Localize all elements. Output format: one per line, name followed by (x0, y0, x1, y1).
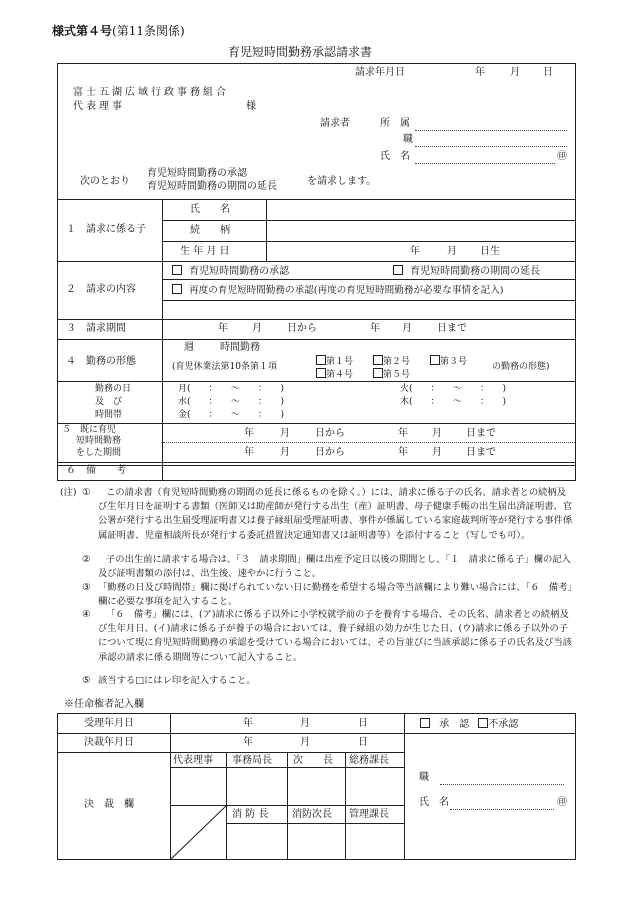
job-label: 職 (403, 134, 413, 145)
authority-name-field[interactable] (450, 809, 554, 810)
content-approval-checkbox[interactable] (172, 265, 182, 275)
seal-mark: ㊞ (557, 151, 567, 162)
child-birth-day: 日生 (480, 246, 500, 257)
authority-heading: ※任命権者記入欄 (64, 699, 144, 710)
decided-label: 決裁年月日 (84, 737, 134, 748)
intro-option-approval: 育児短時間勤務の承認 (147, 168, 247, 179)
role-general-affairs: 総務課長 (349, 755, 389, 766)
content-extension-label: 育児短時間勤務の期間の延長 (410, 266, 541, 277)
form-g1: 第１号 (326, 357, 354, 367)
authority-job-label: 職 (419, 772, 429, 783)
schedule-mon: 月( ： 〜 ： ) (178, 384, 285, 394)
form-number-article: (第11条関係) (112, 24, 185, 38)
section-content-label: ２ 請求の内容 (66, 284, 136, 295)
addressee-org: 富士五湖広域行政事務組合 (73, 87, 229, 98)
page-title: 育児短時間勤務承認請求書 (228, 45, 373, 59)
form-g1-checkbox[interactable] (316, 355, 326, 365)
schedule-label-days: 勤務の日 (95, 384, 132, 394)
prior2-to-month: 月 (432, 447, 442, 458)
form-g5-checkbox[interactable] (373, 368, 383, 378)
content-extension-checkbox[interactable] (393, 265, 403, 275)
child-birth-year: 年 (410, 246, 420, 257)
role-rep-director: 代表理事 (173, 755, 213, 766)
addressee-title: 代表理事 (73, 101, 125, 112)
form-suffix: の勤務の形態) (492, 362, 550, 372)
received-year: 年 (243, 718, 253, 729)
period-to-month: 月 (402, 323, 412, 334)
period-to: 日まで (437, 323, 467, 334)
job-field[interactable] (415, 146, 567, 147)
received-month: 月 (300, 718, 310, 729)
note-1-mark: ① (82, 487, 91, 498)
form-week: 週 (184, 342, 194, 353)
schedule-tue: 火( ： 〜 ： ) (400, 384, 507, 394)
child-birth-month: 月 (447, 246, 457, 257)
schedule-label-time: 時間帯 (95, 410, 123, 420)
prior1-from-month: 月 (280, 428, 290, 439)
prior2-from-month: 月 (280, 447, 290, 458)
section-prior-label-1: ５ 既に育児 (62, 425, 117, 435)
prior1-from-year: 年 (244, 428, 254, 439)
note-2-text: 子の出生前に請求する場合は、「３ 請求期間」欄は出産予定日以後の期間とし、「１ 請求に係る子」欄の記入及び証明書類の添付は、出生後、速やかに行うこと。 (98, 554, 571, 580)
form-g4: 第４号 (326, 370, 354, 380)
content-reapproval-checkbox[interactable] (172, 284, 182, 294)
note-5 (84, 674, 574, 688)
decided-month: 月 (300, 737, 310, 748)
addressee-sama: 様 (246, 101, 256, 112)
notes-prefix: (注) (60, 487, 77, 498)
role-admin-chief: 管理課長 (349, 809, 389, 820)
child-name-label: 氏 名 (190, 204, 230, 215)
section-child-label: １ 請求に係る子 (66, 224, 146, 235)
period-from-month: 月 (252, 323, 262, 334)
note-4 (84, 608, 574, 665)
prior1-from: 日から (315, 428, 345, 439)
approve-label: 承 認 (439, 719, 470, 730)
note-4-mark: ④ (82, 609, 91, 620)
section-prior-label-2: 短時間勤務 (76, 436, 122, 446)
form-g4-checkbox[interactable] (316, 368, 326, 378)
authority-seal: ㊞ (557, 797, 567, 808)
intro-option-extension: 育児短時間勤務の期間の延長 (147, 181, 277, 192)
note-3 (84, 581, 574, 609)
authority-job-field[interactable] (440, 784, 564, 785)
note-1 (84, 486, 574, 543)
form-g3: 第３号 (440, 357, 468, 367)
schedule-fri: 金( ： 〜 ： ) (178, 410, 285, 420)
role-fire-chief: 消 防 長 (232, 809, 269, 820)
content-reapproval-label: 再度の育児短時間勤務の承認(再度の育児短時間勤務が必要な事情を記入) (189, 285, 504, 296)
dept-field[interactable] (415, 130, 567, 131)
section-remarks-label: ６ 備 考 (66, 465, 126, 476)
note-2-mark: ② (82, 554, 91, 565)
section-form-label: ４ 勤務の形態 (66, 356, 136, 367)
prior1-to: 日まで (466, 428, 496, 439)
child-relation-label: 続 柄 (190, 225, 230, 236)
form-number: 様式第４号 (52, 24, 113, 38)
note-1-text: この請求書（育児短時間勤務の期間の延長に係るものを除く。）には、請求に係る子の氏名、請求者との続柄及び生年月日を証明する書類（医師又は助産師が発行する出生（産）証明書、母子健康手帳の出生届出済証明書、官公署が発行する出生届受理証明書又は養子縁組届受理証明書、事件が係属している家庭裁判所等が発行する事件係属証明書、児童相談所長が発行する委託措置決定通知書又は証明書等）を添付すること（写しでも可）。 (98, 487, 573, 541)
prior2-to-year: 年 (398, 447, 408, 458)
role-secretary-general: 事務局長 (232, 755, 272, 766)
schedule-thu: 木( ： 〜 ： ) (400, 397, 507, 407)
form-g2-checkbox[interactable] (373, 355, 383, 365)
section-prior-label-3: をした期間 (76, 448, 122, 458)
note-3-mark: ③ (82, 582, 91, 593)
prior2-to: 日まで (466, 447, 496, 458)
prior1-to-year: 年 (398, 428, 408, 439)
form-g5: 第５号 (383, 370, 411, 380)
prior2-from-year: 年 (244, 447, 254, 458)
form-law: (育児休業法第10条第１項 (172, 362, 277, 372)
schedule-wed: 水( ： 〜 ： ) (178, 397, 285, 407)
approval-label: 決 裁 欄 (84, 799, 134, 810)
form-g2: 第２号 (383, 357, 411, 367)
content-approval-label: 育児短時間勤務の承認 (189, 266, 290, 277)
request-year: 年 (475, 67, 485, 78)
note-2 (84, 553, 574, 581)
received-label: 受理年月日 (84, 718, 134, 729)
section-period-label: ３ 請求期間 (66, 323, 126, 334)
note-5-mark: ⑤ (82, 675, 91, 686)
note-3-text: 「勤務の日及び時間帯」欄に掲げられていない日に勤務を希望する場合等当該欄により難い場合には、「６ 備考」欄に必要な事項を記入すること。 (98, 582, 573, 608)
received-day: 日 (358, 718, 368, 729)
period-to-year: 年 (370, 323, 380, 334)
empty-cell-diagonal (170, 805, 227, 860)
dept-label: 所 属 (380, 118, 410, 129)
approve-checkbox[interactable] (420, 718, 430, 728)
authority-name-label: 氏 名 (419, 797, 449, 808)
intro-suffix: を請求します。 (307, 176, 377, 187)
prior2-from: 日から (315, 447, 345, 458)
decided-day: 日 (358, 737, 368, 748)
note-5-text: 該当する□にはレ印を記入すること。 (98, 675, 256, 686)
prior1-to-month: 月 (432, 428, 442, 439)
decided-year: 年 (243, 737, 253, 748)
form-g3-checkbox[interactable] (430, 355, 440, 365)
role-fire-deputy: 消防次長 (292, 809, 332, 820)
requester-label: 請求者 (320, 118, 350, 129)
reject-checkbox[interactable] (478, 718, 488, 728)
request-month: 月 (510, 67, 520, 78)
child-birth-label: 生 年 月 日 (180, 246, 230, 257)
form-hours: 時間勤務 (220, 342, 260, 353)
name-label: 氏 名 (380, 151, 410, 162)
name-field[interactable] (415, 163, 555, 164)
request-date-label: 請求年月日 (355, 67, 405, 78)
role-deputy: 次 長 (293, 755, 333, 766)
period-from-year: 年 (218, 323, 228, 334)
period-from: 日から (287, 323, 317, 334)
note-4-text: 「６ 備考」欄には、(ア)請求に係る子以外に小学校就学前の子を養育する場合、その氏名、請求者との続柄及び生年月日、(イ)請求に係る子が養子の場合においては、養子縁組の効力が生じた日、(ウ)請求に係る子以外の子について現に育児短時間勤務の承認を受けている場合においては、その旨並びに当該承認に係る子の氏名及び当該承認の請求に係る期間等について記入すること。 (98, 609, 572, 663)
request-day: 日 (543, 67, 553, 78)
reject-label: 不承認 (488, 719, 519, 730)
intro-prefix: 次のとおり (80, 176, 130, 187)
schedule-label-and: 及 び (95, 397, 123, 407)
